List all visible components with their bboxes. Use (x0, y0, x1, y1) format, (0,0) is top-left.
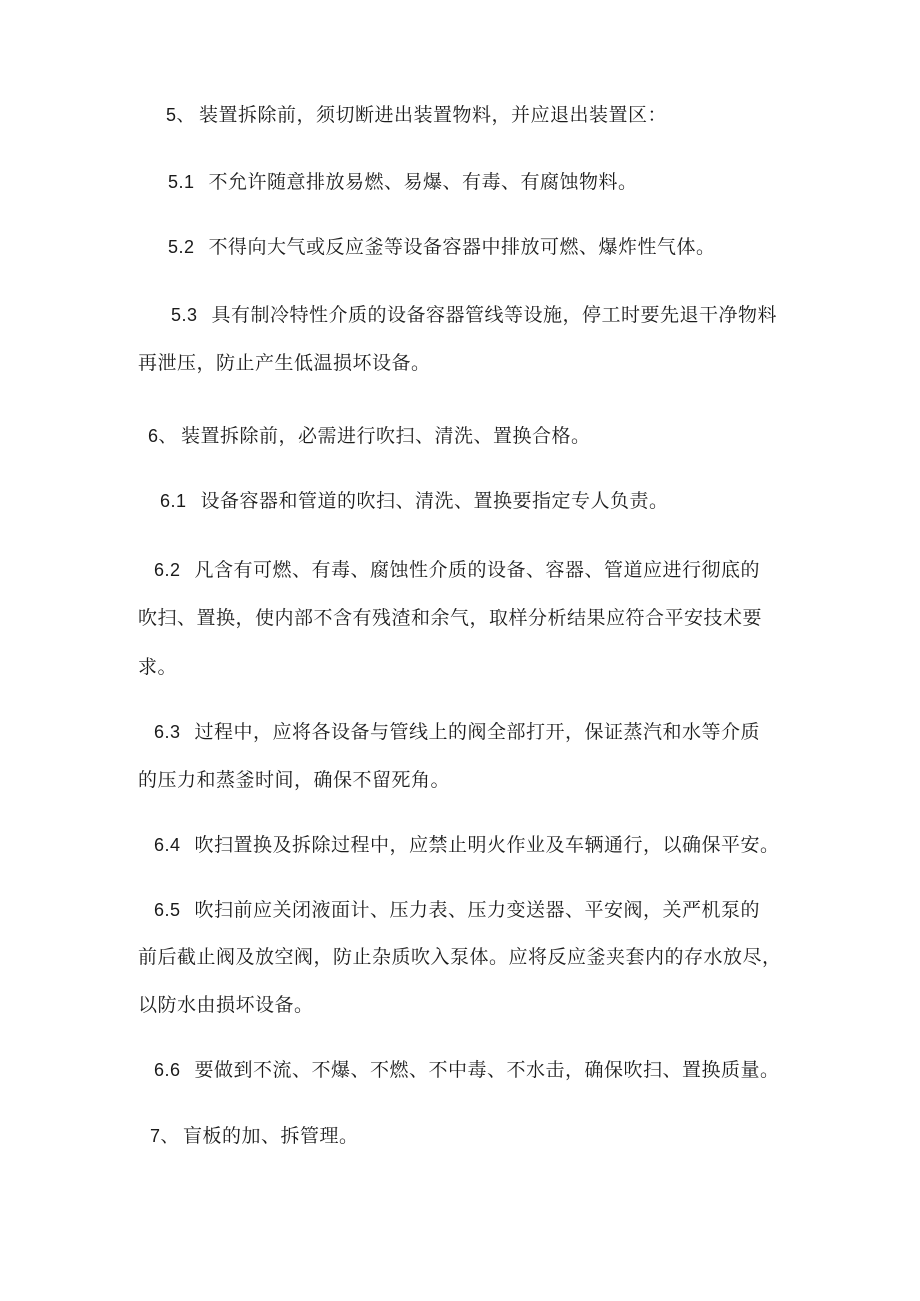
item-text-continuation: 求。 (138, 656, 178, 678)
item-number: 5、 (166, 105, 196, 125)
item-6-5-cont (138, 945, 782, 969)
item-number: 6.4 (154, 835, 181, 855)
item-text: 过程中，应将各设备与管线上的阀全部打开，保证蒸汽和水等介质 (194, 721, 761, 743)
item-5-2 (168, 235, 716, 259)
item-text: 设备容器和管道的吹扫、清洗、置换要指定专人负责。 (200, 490, 669, 512)
item-text-continuation: 以防水由损坏设备。 (138, 994, 314, 1016)
item-6-5-cont (138, 993, 314, 1017)
item-number: 6.1 (160, 491, 187, 511)
item-6-2-cont (138, 655, 177, 679)
item-6-3-cont (138, 768, 450, 792)
item-text-continuation: 吹扫、置换，使内部不含有残渣和余气，取样分析结果应符合平安技术要 (138, 607, 763, 629)
item-number: 6、 (148, 426, 178, 446)
item-text: 吹扫前应关闭液面计、压力表、压力变送器、平安阀，关严机泵的 (194, 899, 761, 921)
item-text-continuation: 的压力和蒸釜时间，确保不留死角。 (138, 769, 451, 791)
item-text: 不允许随意排放易燃、易爆、有毒、有腐蚀物料。 (208, 171, 638, 193)
item-5-1 (168, 170, 638, 194)
item-number: 5.2 (168, 237, 195, 257)
item-5 (166, 103, 667, 127)
item-number: 6.5 (154, 900, 181, 920)
item-number: 7、 (150, 1126, 180, 1146)
item-number: 6.6 (154, 1060, 181, 1080)
item-text: 装置拆除前，须切断进出装置物料，并应退出装置区： (199, 104, 668, 126)
item-text: 盲板的加、拆管理。 (183, 1125, 359, 1147)
item-text: 具有制冷特性介质的设备容器管线等设施，停工时要先退干净物料 (211, 304, 778, 326)
item-6-6 (154, 1058, 780, 1082)
item-6-5 (154, 898, 760, 922)
item-5-3-cont (138, 351, 431, 375)
item-6-1 (160, 489, 669, 513)
item-number: 6.2 (154, 560, 181, 580)
item-number: 6.3 (154, 722, 181, 742)
item-text: 吹扫置换及拆除过程中，应禁止明火作业及车辆通行，以确保平安。 (194, 834, 780, 856)
item-text-continuation: 再泄压，防止产生低温损坏设备。 (138, 352, 431, 374)
item-text: 装置拆除前，必需进行吹扫、清洗、置换合格。 (181, 425, 591, 447)
item-6-2-cont (138, 606, 762, 630)
item-6-3 (154, 720, 760, 744)
item-6-4 (154, 833, 780, 857)
item-6-2 (154, 558, 760, 582)
item-text: 不得向大气或反应釜等设备容器中排放可燃、爆炸性气体。 (208, 236, 716, 258)
item-6 (148, 424, 591, 448)
item-number: 5.1 (168, 172, 195, 192)
item-text: 要做到不流、不爆、不燃、不中毒、不水击，确保吹扫、置换质量。 (194, 1059, 780, 1081)
item-7 (150, 1124, 359, 1148)
item-5-3 (171, 303, 777, 327)
item-text: 凡含有可燃、有毒、腐蚀性介质的设备、容器、管道应进行彻底的 (194, 559, 761, 581)
item-text-continuation: 前后截止阀及放空阀，防止杂质吹入泵体。应将反应釜夹套内的存水放尽， (138, 946, 782, 968)
item-number: 5.3 (171, 305, 198, 325)
